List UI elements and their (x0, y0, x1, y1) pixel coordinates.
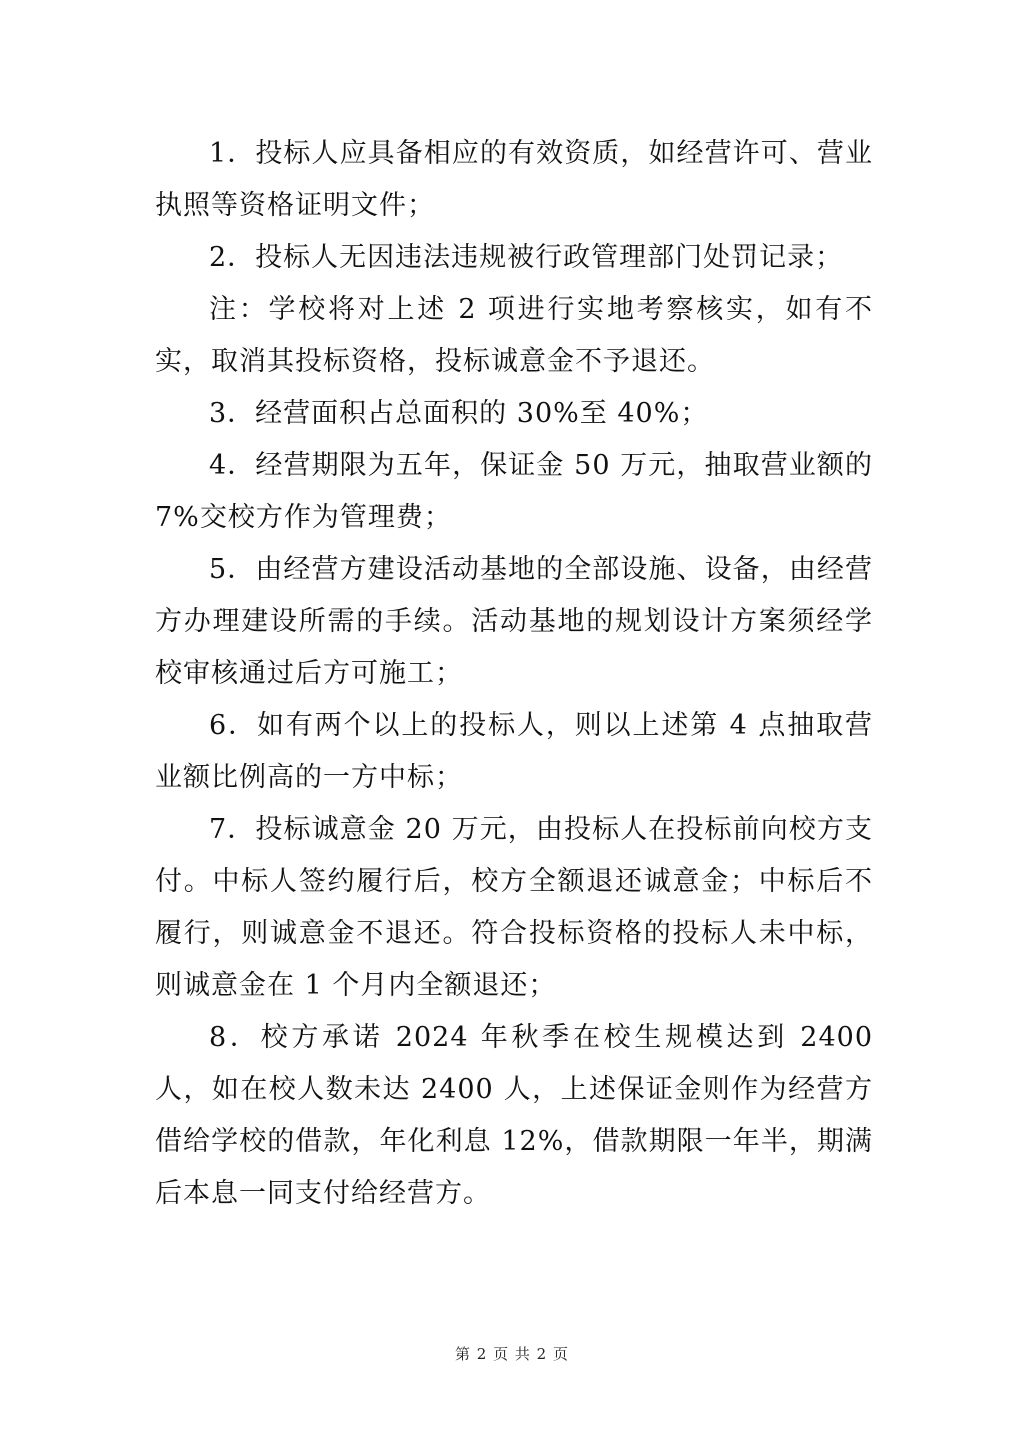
paragraph-item-1: 1．投标人应具备相应的有效资质，如经营许可、营业执照等资格证明文件； (155, 138, 873, 221)
paragraph-item-6: 6．如有两个以上的投标人，则以上述第 4 点抽取营业额比例高的一方中标； (155, 710, 873, 793)
page-number-label: 第 2 页 共 2 页 (455, 1345, 569, 1363)
page-footer (0, 1343, 1024, 1364)
paragraph-item-5: 5．由经营方建设活动基地的全部设施、设备，由经营方办理建设所需的手续。活动基地的规划设计方案须经学校审核通过后方可施工； (155, 554, 873, 689)
paragraph-note: 注：学校将对上述 2 项进行实地考察核实，如有不实，取消其投标资格，投标诚意金不予退还。 (155, 294, 873, 377)
paragraph-item-3: 3．经营面积占总面积的 30%至 40%； (209, 398, 709, 429)
paragraph-item-8: 8．校方承诺 2024 年秋季在校生规模达到 2400 人，如在校人数未达 2400 人，上述保证金则作为经营方借给学校的借款，年化利息 12%，借款期限一年半，期满后本息一同支付给经营方。 (155, 1022, 873, 1209)
paragraph-item-2: 2．投标人无因违法违规被行政管理部门处罚记录； (209, 242, 844, 273)
paragraph-item-4: 4．经营期限为五年，保证金 50 万元，抽取营业额的 7%交校方作为管理费； (155, 450, 873, 533)
document-body (155, 128, 873, 1220)
paragraph-item-7: 7．投标诚意金 20 万元，由投标人在投标前向校方支付。中标人签约履行后，校方全额退还诚意金；中标后不履行，则诚意金不退还。符合投标资格的投标人未中标，则诚意金在 1 个月内全额退还； (155, 814, 873, 1001)
